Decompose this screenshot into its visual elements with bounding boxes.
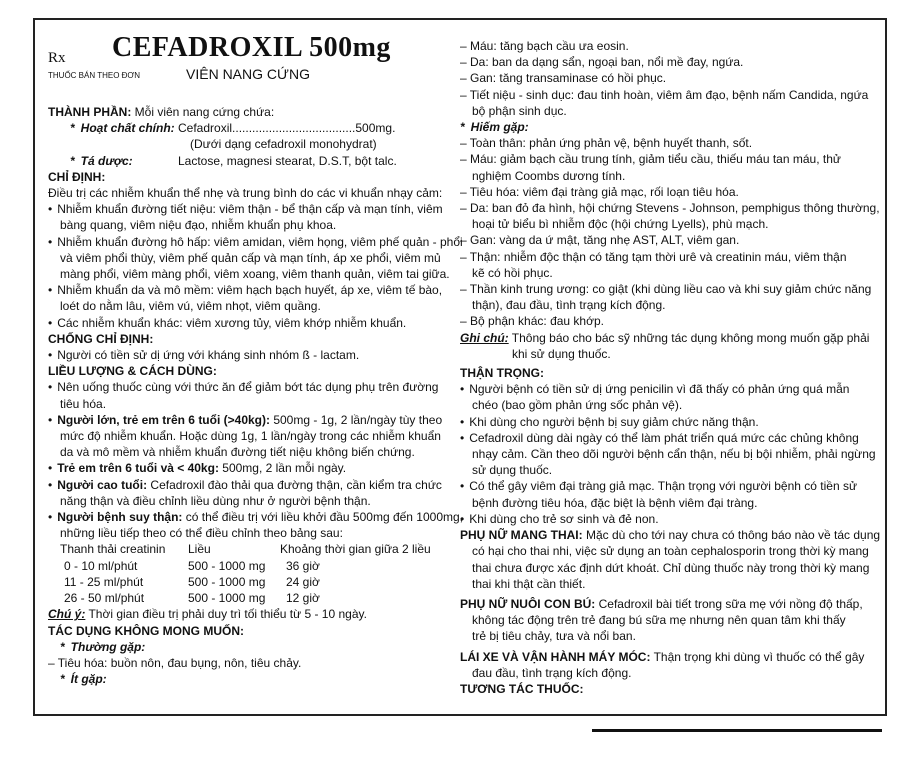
side-effect-line: – Máu: giảm bạch cầu trung tính, giảm tiểu cầu, thiếu máu tan máu, thử — [460, 151, 878, 167]
precaution-line: • Có thể gây viêm đại tràng giả mạc. Thận trọng với người bệnh có tiền sử — [460, 478, 878, 494]
dosage-line: tiêu hóa. — [60, 396, 107, 411]
pregnancy-text: Mặc dù cho tới nay chưa có thông báo nào về tác dụng — [582, 528, 881, 543]
excipient-value: Lactose, magnesi stearat, D.S.T, bột talc. — [178, 153, 397, 168]
indications-line: Điều trị các nhiễm khuẩn thể nhẹ và trung bình do các vi khuẩn nhạy cảm: — [48, 186, 443, 201]
nursing-line: không tác động trên trẻ đang bú sữa mẹ nhưng nên quan tâm khi thấy — [472, 613, 846, 628]
indications-heading: CHỈ ĐỊNH: — [48, 169, 106, 184]
rare-label: * Hiếm gặp: — [460, 120, 529, 134]
product-title: CEFADROXIL 500mg — [112, 32, 391, 63]
dosage-line: • Nên uống thuốc cùng với thức ăn để giảm bớt tác dụng phụ trên đường — [48, 379, 440, 395]
note-label: Chú ý: — [48, 607, 86, 622]
side-effect-line: – Tiêu hóa: viêm đại tràng giả mạc, rối loạn tiêu hóa. — [460, 184, 878, 200]
pregnancy-line: thai khi thật cần thiết. — [472, 576, 586, 591]
side-effect-line: – Toàn thân: phản ứng phản vệ, bệnh huyết thanh, sốt. — [460, 135, 878, 151]
side-effect-line: – Thận: nhiễm độc thận có tăng tạm thời urê và creatinin máu, viêm thận — [460, 249, 878, 265]
precaution-line: bệnh đường tiêu hóa, đặc biệt là bệnh viêm đại tràng. — [472, 495, 758, 510]
renal-label: Người bệnh suy thận: — [57, 510, 183, 525]
precaution-line: • Cefadroxil dùng dài ngày có thể làm phát triển quá mức các chủng không — [460, 430, 878, 446]
side-effects-heading: TÁC DỤNG KHÔNG MONG MUỐN: — [48, 623, 244, 638]
active-value: Cefadroxil.....................................500mg. — [178, 121, 396, 136]
elder-label: Người cao tuổi: — [57, 477, 148, 492]
pregnancy-line: có hại cho thai nhi, việc sử dụng an toàn cephalosporin trong thời kỳ mang — [472, 544, 869, 559]
side-effect-line: thận), đau đầu, tình trạng kích động. — [472, 298, 666, 313]
table-cell: 11 - 25 ml/phút — [64, 574, 144, 589]
prescription-label: THUỐC BÁN THEO ĐƠN — [48, 71, 141, 80]
indications-line: • Nhiễm khuẩn da và mô mềm: viêm hạch bạch huyết, áp xe, viêm tế bào, — [48, 282, 440, 298]
indications-line: • Các nhiễm khuẩn khác: viêm xương tủy, viêm khớp nhiễm khuẩn. — [48, 315, 440, 331]
ghi-chu-text: Thông báo cho bác sỹ những tác dụng không mong muốn gặp phải — [508, 330, 870, 345]
elder-text: Cefadroxil đào thải qua đường thận, cần kiểm tra chức — [147, 477, 442, 492]
dosage-line: da và mô mềm và nhiễm khuẩn đường tiết niệu không biến chứng. — [60, 445, 415, 460]
composition-intro: Mỗi viên nang cứng chứa: — [134, 105, 275, 119]
dosage-line: những liều tiếp theo có thể điều chỉnh theo bảng sau: — [60, 526, 343, 541]
bottom-rule — [592, 729, 882, 732]
precautions-heading: THẬN TRỌNG: — [460, 366, 544, 381]
side-effect-line: – Gan: vàng da ứ mật, tăng nhẹ AST, ALT, viêm gan. — [460, 232, 878, 248]
excipient-label: * Tá dược: — [70, 153, 178, 169]
side-effect-line: – Thần kinh trung ương: co giật (khi dùng liều cao và khi suy giảm chức năng — [460, 281, 878, 297]
table-header-cell: Liều — [188, 542, 211, 557]
table-cell: 24 giờ — [286, 574, 320, 589]
table-header-cell: Khoảng thời gian giữa 2 liều — [280, 542, 431, 557]
nursing-line: trẻ bị tiêu chảy, tưa và nổi ban. — [472, 629, 636, 644]
dosage-heading: LIỀU LƯỢNG & CÁCH DÙNG: — [48, 364, 217, 379]
side-effect-line: – Da: ban đỏ đa hình, hội chứng Stevens - Johnson, pemphigus thông thường, — [460, 200, 878, 216]
side-effect-line: – Bộ phận khác: đau khớp. — [460, 313, 878, 329]
side-effect-line: – Da: ban da dạng sẩn, ngoại ban, nổi mề đay, ngứa. — [460, 54, 878, 70]
ghi-chu-label: Ghi chú: — [460, 330, 509, 345]
precaution-line: sử dụng thuốc. — [472, 463, 553, 478]
indications-line: • Nhiễm khuẩn đường hô hấp: viêm amidan, viêm họng, viêm phế quản - phổi — [48, 234, 440, 250]
indications-line: • Nhiễm khuẩn đường tiết niệu: viêm thận - bể thận cấp và mạn tính, viêm — [48, 201, 440, 217]
ghi-chu-text: khi sử dụng thuốc. — [512, 346, 611, 361]
driving-line: đau đầu, tình trạng kích động. — [472, 665, 632, 680]
side-effect-line: hoại tử biểu bì nhiễm độc (hội chứng Lyells), phù mạch. — [472, 217, 769, 232]
indications-line: loét do nằm lâu, viêm vú, viêm nhọt, viêm quầng. — [60, 299, 321, 314]
table-row — [60, 558, 431, 574]
side-effect-line: – Tiêu hóa: buồn nôn, đau bụng, nôn, tiêu chảy. — [48, 655, 440, 671]
driving-label: LÁI XE VÀ VẬN HÀNH MÁY MÓC: — [460, 649, 651, 664]
active-note: (Dưới dạng cefadroxil monohydrat) — [190, 137, 377, 152]
note-text: Thời gian điều trị phải duy trì tối thiểu từ 5 - 10 ngày. — [85, 607, 367, 622]
nursing-text: Cefadroxil bài tiết trong sữa mẹ với nồng độ thấp, — [595, 596, 863, 611]
table-cell: 500 - 1000 mg — [188, 574, 266, 589]
contraindications-line: • Người có tiền sử dị ứng với kháng sinh nhóm ß - lactam. — [48, 347, 440, 363]
composition-heading: THÀNH PHẦN: — [48, 105, 132, 119]
table-cell: 0 - 10 ml/phút — [64, 558, 138, 573]
left-column — [48, 104, 464, 687]
precaution-line: • Khi dùng cho trẻ sơ sinh và đẻ non. — [460, 511, 878, 527]
nursing-label: PHỤ NỮ NUÔI CON BÚ: — [460, 596, 596, 611]
table-cell: 12 giờ — [286, 591, 320, 606]
side-effect-line: – Tiết niệu - sinh dục: đau tinh hoàn, viêm âm đạo, bệnh nấm Candida, ngứa — [460, 87, 878, 103]
right-column — [460, 38, 881, 697]
indications-line: bàng quang, viêm niệu đạo, nhiễm khuẩn phụ khoa. — [60, 218, 337, 233]
table-cell: 500 - 1000 mg — [188, 591, 266, 606]
table-cell: 500 - 1000 mg — [188, 558, 266, 573]
side-effect-line: – Máu: tăng bạch cầu ưa eosin. — [460, 38, 878, 54]
side-effect-line: nghiệm Coombs dương tính. — [472, 168, 626, 183]
adult-label: Người lớn, trẻ em trên 6 tuổi (>40kg): — [57, 412, 270, 427]
indications-line: và viêm phổi thùy, viêm phế quản cấp và mạn tính, áp xe phổi, viêm mủ — [60, 250, 441, 265]
child-text: 500mg, 2 lần mỗi ngày. — [218, 461, 347, 476]
dosage-line: mức độ nhiễm khuẩn. Hoặc dùng 1g, 1 lần/ngày trong các nhiễm khuẩn — [60, 429, 441, 444]
precaution-line: chéo (bao gồm phản ứng sốc phản vệ). — [472, 398, 683, 413]
table-row — [60, 574, 431, 590]
child-label: Trẻ em trên 6 tuổi và < 40kg: — [57, 461, 219, 476]
active-label: * Hoạt chất chính: — [70, 120, 178, 136]
uncommon-label: * Ít gặp: — [60, 672, 107, 686]
precaution-line: • Người bệnh có tiền sử dị ứng penicilin vì đã thấy có phản ứng quá mẫn — [460, 381, 878, 397]
table-header-row — [60, 541, 431, 557]
pregnancy-label: PHỤ NỮ MANG THAI: — [460, 528, 583, 543]
pregnancy-line: thai chưa được xác định dứt khoát. Chỉ dùng thuốc này trong thời kỳ mang — [472, 560, 870, 575]
table-header-cell: Thanh thải creatinin — [60, 542, 166, 557]
common-label: * Thường gặp: — [60, 640, 145, 654]
dosage-form: VIÊN NANG CỨNG — [186, 66, 310, 82]
rx-symbol: Rx — [48, 50, 66, 66]
side-effect-line: kẽ có hồi phục. — [472, 265, 553, 280]
adult-text: 500mg - 1g, 2 lần/ngày tùy theo — [270, 412, 443, 427]
interactions-heading: TƯƠNG TÁC THUỐC: — [460, 681, 584, 696]
precaution-line: • Khi dùng cho người bệnh bị suy giảm chức năng thận. — [460, 414, 878, 430]
table-row — [60, 590, 431, 606]
table-cell: 36 giờ — [286, 558, 320, 573]
indications-line: màng phổi, viêm màng phổi, viêm xoang, viêm thanh quản, viêm tai giữa. — [60, 267, 450, 282]
side-effect-line: bộ phận sinh dục. — [472, 103, 567, 118]
renal-dose-table — [60, 541, 431, 606]
contraindications-heading: CHỐNG CHỈ ĐỊNH: — [48, 331, 154, 346]
driving-text: Thận trọng khi dùng vì thuốc có thể gây — [650, 649, 865, 664]
table-cell: 26 - 50 ml/phút — [64, 591, 145, 606]
precaution-line: nhạy cảm. Cần theo dõi người bệnh cẩn thận, nếu bị bội nhiễm, phải ngừng — [472, 447, 876, 462]
dosage-line: năng thận và điều chỉnh liều dùng như ở người bệnh thận. — [60, 493, 371, 508]
renal-text: có thể điều trị với liều khởi đầu 500mg đến 1000mg, — [182, 510, 464, 525]
side-effect-line: – Gan: tăng transaminase có hồi phục. — [460, 70, 878, 86]
